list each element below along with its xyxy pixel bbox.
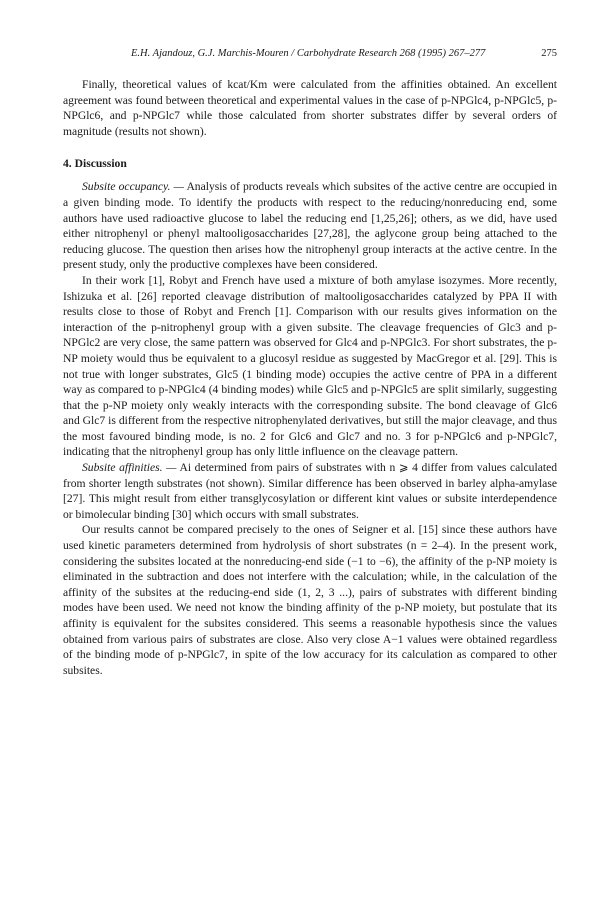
section-heading: 4. Discussion [63,157,127,171]
subsite-occupancy-paragraph [63,179,557,273]
intro-paragraph: Finally, theoretical values of kcat/Km were calculated from the affinities obtained. An excellent agreement was found between theoretical and experimental values in the case of p-NPGlc4, p-NPGlc5, p-NPGlc6, and p-NPGlc7 while those calculated from shorter substrates differ by several orders of magnitude (results not shown). [63,78,557,138]
subsite-affinities-paragraph [63,460,557,522]
subsite-occupancy-text: Analysis of products reveals which subsites of the active centre are occupied in a given binding mode. To identify the products with respect to the reducing/nonreducing end, some authors have used radioactive glucose to label the reducing end [1,25,26]; others, as we did, have used either nitrophenyl or phenyl maltooligosaccharides [27,28], the aglycone group being attached to the reducing glucose. The question then arises how the nitrophenyl group interacts at the active centre. In the present study, only the productive complexes have been considered. [63,180,558,272]
robyt-french-paragraph: In their work [1], Robyt and French have used a mixture of both amylase isozymes. More recently, Ishizuka et al. [26] reported cleavage distribution of maltooligosaccharides catalyzed by PPA II with results close to those of Robyt and French [1]. Comparison with our results gives information on the interaction of the p-nitrophenyl group with a given subsite. The cleavage frequencies of Glc3 and p-NPGlc2 are very close, the same pattern was observed for Glc4 and p-NPGlc3. For short substrates, the p-NP moiety would thus be equivalent to a glucosyl residue as suggested by MacGregor et al. [29]. This is not true with longer substrates, Glc5 (1 binding mode) occupies the active centre of PPA in a different way as compared to p-NPGlc4 (4 binding modes) while Glc5 and p-NPGlc5 are split similarly, suggesting that the p-NP moiety only weakly interacts with the corresponding subsite. The bond cleavage of Glc6 and Glc7 is different from the respective nitrophenylated derivatives, but still the major cleavage, and thus the most favoured binding mode, is no. 2 for Glc6 and Glc7 and no. 3 for p-NPGlc6 and p-NPGlc7, indicating that the nitrophenyl group has only little influence on the cleavage pattern. [63,273,557,459]
seigner-comparison-paragraph: Our results cannot be compared precisely to the ones of Seigner et al. [15] since these authors have used kinetic parameters determined from hydrolysis of short substrates (n = 2–4). In the present work, considering the subsites located at the nonreducing-end side (−1 to −6), the affinity of the p-NP moiety is eliminated in the subtraction and does not interfere with the calculation; while, in the calculation of the affinity of the subsites at the reducing-end side (1, 2, 3 ...), pairs of substrates with different binding modes have been used. We need not know the binding affinity of the p-NP moiety, but postulate that its affinity is equivalent for the subsites considered. This seems a reasonable hypothesis since the values obtained from various pairs of substrates are close. Also very close A−1 values were obtained regardless of the binding mode of p-NPGlc7, in spite of the low accuracy for its calculation as compared to other subsites. [63,523,557,677]
article-body [63,77,557,678]
page-number: 275 [541,48,557,59]
subsite-affinities-text: Ai determined from pairs of substrates with n ⩾ 4 differ from values calculated from shorter length substrates (not shown). Similar difference has been observed in barley alpha-amylase [27]. This might result from either transglycosylation or different kint values or subsite interdependence or bimolecular binding [30] which occurs with small substrates. [63,461,558,521]
subsite-occupancy-heading: Subsite occupancy. — [82,180,184,194]
running-head: E.H. Ajandouz, G.J. Marchis-Mouren / Carbohydrate Research 268 (1995) 267–277 [131,48,486,59]
subsite-affinities-heading: Subsite affinities. — [82,461,177,475]
